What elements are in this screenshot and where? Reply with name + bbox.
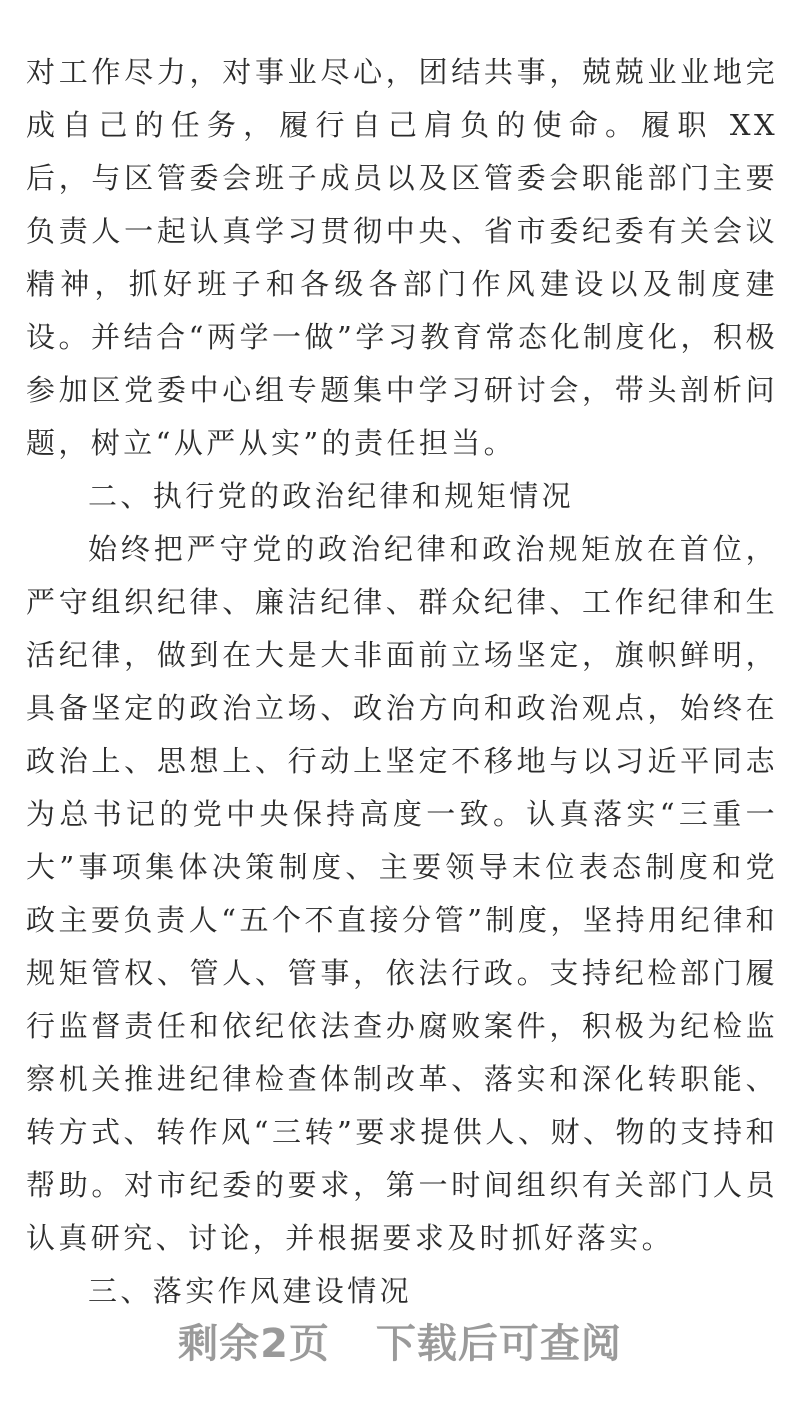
- remaining-pages-label: 剩余2页: [178, 1321, 330, 1367]
- paragraph-political-discipline: 始终把严守党的政治纪律和政治规矩放在首位，严守组织纪律、廉洁纪律、群众纪律、工作纪律和生活纪律，做到在大是大非面前立场坚定，旗帜鲜明，具备坚定的政治立场、政治方向和政治观点，始终在政治上、思想上、行动上坚定不移地与以习近平同志为总书记的党中央保持高度一致。认真落实“三重一大”事项集体决策制度、主要领导末位表态制度和党政主要负责人“五个不直接分管”制度，坚持用纪律和规矩管权、管人、管事，依法行政。支持纪检部门履行监督责任和依纪依法查办腐败案件，积极为纪检监察机关推进纪律检查体制改革、落实和深化转职能、转方式、转作风“三转”要求提供人、财、物的支持和帮助。对市纪委的要求，第一时间组织有关部门人员认真研究、讨论，并根据要求及时抓好落实。: [26, 532, 778, 1255]
- remaining-pages-banner[interactable]: [0, 1312, 800, 1369]
- section-heading-2: 二、执行党的政治纪律和规矩情况: [88, 479, 575, 513]
- section-heading-3: 三、落实作风建设情况: [88, 1274, 413, 1308]
- download-to-view-label[interactable]: 下载后可查阅: [375, 1321, 622, 1367]
- document-body: [26, 46, 778, 1318]
- paragraph-continuation: 对工作尽力，对事业尽心，团结共事，兢兢业业地完成自己的任务，履行自己肩负的使命。履职 XX 后，与区管委会班子成员以及区管委会职能部门主要负责人一起认真学习贯彻中央、省市委纪委有关会议精神，抓好班子和各级各部门作风建设以及制度建设。并结合“两学一做”学习教育常态化制度化，积极参加区党委中心组专题集中学习研讨会，带头剖析问题，树立“从严从实”的责任担当。: [26, 55, 778, 460]
